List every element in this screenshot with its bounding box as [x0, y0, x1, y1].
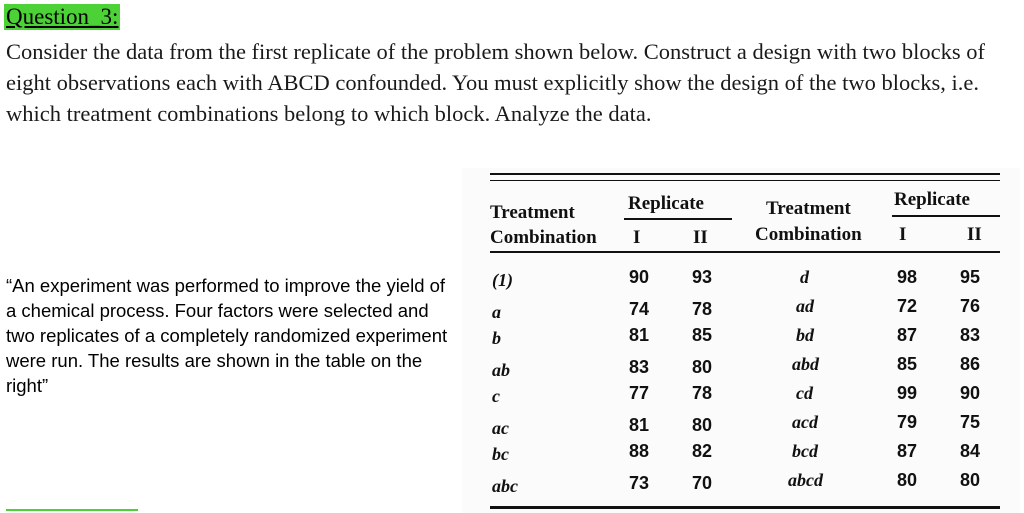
- left-row-treatment: b: [492, 328, 501, 348]
- question-text: Consider the data from the first replicate of the problem shown below. Construct a design with two blocks of eight observations each with ABCD confounded. You must explicitly show the design of the two blocks, i.e. which treatment combinations belong to which block. Analyze the data.: [6, 39, 985, 126]
- right-row-rep1: 87: [897, 441, 918, 461]
- right-row-rep1: 87: [897, 325, 918, 345]
- question-title: Question_3:: [6, 4, 119, 29]
- left-row-rep2: 80: [692, 357, 713, 377]
- left-row-treatment: abc: [492, 476, 518, 496]
- right-row-treatment: cd: [796, 383, 813, 403]
- table-bottom-rule: [490, 506, 1000, 509]
- left-row-rep1: 81: [629, 415, 650, 435]
- left-row-treatment: bc: [492, 444, 509, 464]
- right-header-rep2: II: [967, 224, 982, 245]
- table-top-rule-thin: [490, 180, 1000, 181]
- left-row-rep1: 88: [629, 441, 650, 461]
- left-row-treatment: ab: [492, 360, 510, 380]
- left-header-rep2: II: [693, 227, 708, 248]
- right-row-treatment: acd: [792, 412, 818, 432]
- right-row-rep1: 72: [897, 296, 918, 316]
- left-row-rep1: 81: [629, 325, 650, 345]
- left-row-treatment: c: [492, 386, 500, 406]
- right-row-rep2: 95: [960, 267, 981, 287]
- right-row-treatment: bcd: [792, 441, 818, 461]
- right-header-treatment: Treatment: [766, 198, 851, 219]
- left-row-rep2: 85: [692, 325, 713, 345]
- left-row-treatment: a: [492, 302, 501, 322]
- left-row-rep1: 74: [629, 299, 650, 319]
- right-row-treatment: ad: [796, 296, 814, 316]
- left-row-rep2: 82: [692, 441, 713, 461]
- data-table: [462, 168, 1020, 513]
- right-row-treatment: abd: [792, 354, 819, 374]
- right-row-rep2: 76: [960, 296, 981, 316]
- left-row-rep1: 77: [629, 383, 650, 403]
- right-row-rep2: 83: [960, 325, 981, 345]
- right-replicate-underline: [892, 215, 1000, 217]
- right-row-rep1: 85: [897, 354, 918, 374]
- left-row-rep1: 90: [629, 267, 650, 287]
- right-row-treatment: d: [800, 267, 809, 287]
- right-row-rep1: 79: [897, 412, 918, 432]
- right-row-rep2: 90: [960, 383, 981, 403]
- left-header-combination: Combination: [490, 227, 597, 248]
- left-row-rep2: 80: [692, 415, 713, 435]
- left-replicate-underline: [624, 218, 732, 220]
- left-row-rep2: 78: [692, 383, 713, 403]
- left-header-rep1: I: [633, 227, 641, 248]
- right-row-rep2: 86: [960, 354, 981, 374]
- right-row-rep2: 84: [960, 441, 981, 461]
- left-row-rep2: 78: [692, 299, 713, 319]
- table-top-rule: [490, 173, 1000, 175]
- right-row-treatment: abcd: [788, 470, 823, 490]
- left-row-treatment: (1): [492, 270, 513, 290]
- left-header-replicate: Replicate: [628, 193, 704, 214]
- left-row-rep1: 83: [629, 357, 650, 377]
- experiment-description: “An experiment was performed to improve the yield of a chemical process. Four factors were selected and two replicates of a completely randomized experiment were run. The results are shown in the table on the right”: [6, 275, 448, 396]
- left-row-rep1: 73: [629, 473, 650, 493]
- table-header-rule: [490, 251, 1000, 253]
- left-row-rep2: 70: [692, 473, 713, 493]
- right-header-combination: Combination: [755, 224, 862, 245]
- right-row-rep2: 80: [960, 470, 981, 490]
- right-header-replicate: Replicate: [894, 189, 970, 210]
- left-row-rep2: 93: [692, 267, 713, 287]
- right-row-rep1: 80: [897, 470, 918, 490]
- left-row-treatment: ac: [492, 418, 509, 438]
- right-row-rep2: 75: [960, 412, 981, 432]
- right-header-rep1: I: [899, 224, 907, 245]
- left-header-treatment: Treatment: [490, 202, 575, 223]
- right-row-treatment: bd: [796, 325, 814, 345]
- divider-line: [6, 509, 138, 511]
- right-row-rep1: 99: [897, 383, 918, 403]
- right-row-rep1: 98: [897, 267, 918, 287]
